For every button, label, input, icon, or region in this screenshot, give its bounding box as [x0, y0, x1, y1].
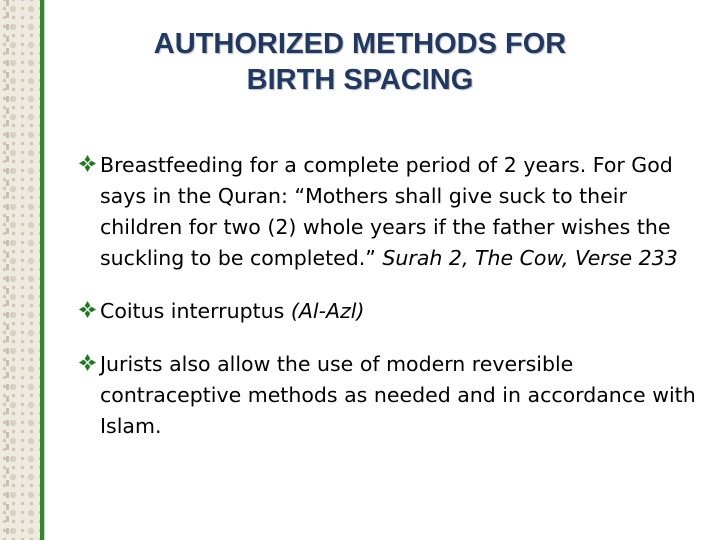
bullet-term: (Al-Azl)	[290, 299, 365, 323]
diamond-flower-icon	[78, 353, 97, 372]
bullet-item-breastfeeding	[78, 150, 714, 274]
bullet-text: Jurists also allow the use of modern reversible contraceptive methods as needed and in accordance with Islam.	[100, 352, 696, 438]
decorative-border	[0, 0, 45, 540]
bullet-citation: Surah 2, The Cow, Verse 233	[382, 246, 678, 270]
bullet-item-coitus-interruptus	[78, 296, 714, 327]
slide-title: AUTHORIZED METHODS FOR BIRTH SPACING	[153, 28, 567, 96]
bullet-text: Coitus interruptus	[100, 299, 291, 323]
bullet-item-modern-methods	[78, 349, 714, 442]
green-divider-line	[40, 0, 44, 540]
diamond-flower-icon	[78, 154, 97, 173]
bullet-list	[78, 150, 714, 442]
bullet-text: Breastfeeding for a complete period of 2 years. For God says in the Quran: “Mothers shall give suck to their children for two (2) whole years if the father wishes the suckling to be completed.”	[100, 153, 673, 270]
diamond-flower-icon	[78, 300, 97, 319]
